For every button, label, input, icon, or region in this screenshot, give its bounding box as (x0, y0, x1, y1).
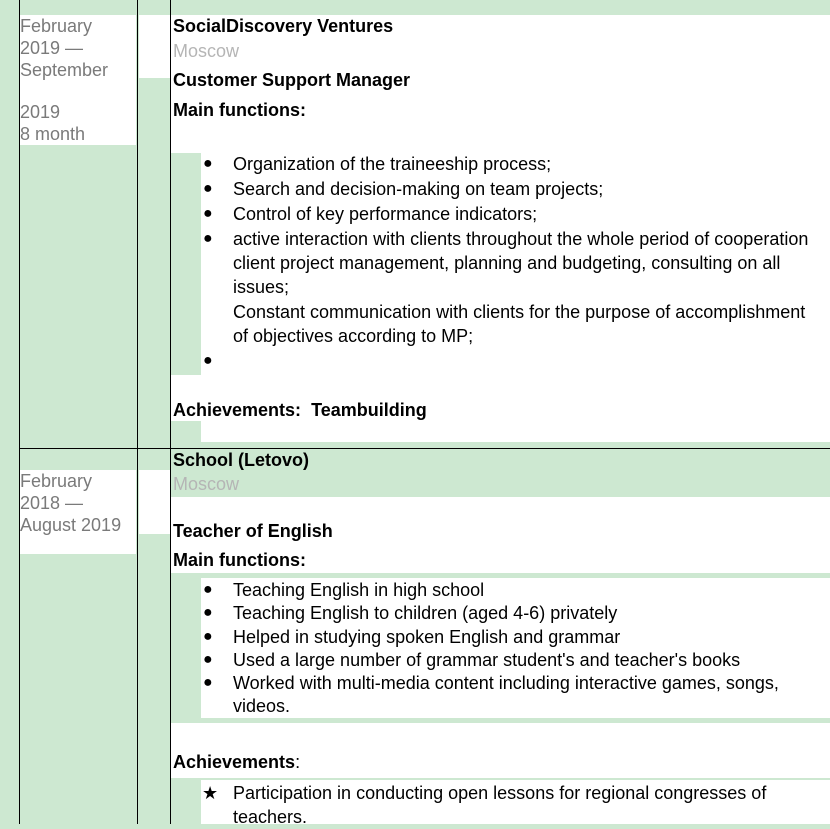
entry-2-function: Worked with multi-media content including interactive games, songs, (233, 673, 779, 693)
entry-2-date: February 2018 — August 2019 (20, 470, 136, 536)
entry-1-function: Search and decision-making on team projects; (233, 179, 604, 199)
entry-1-city: Moscow (173, 41, 240, 61)
entry-2-function: Helped in studying spoken English and grammar (233, 627, 621, 647)
entry-2-achievement: Participation in conducting open lessons for regional congresses of (233, 783, 767, 803)
entry-1-function: of objectives according to MP; (233, 326, 474, 346)
bullet-icon: ● (203, 180, 213, 197)
entry-1-function: Control of key performance indicators; (233, 204, 538, 224)
entry-1-function: Constant communication with clients for the purpose of accomplishment (233, 302, 806, 322)
entry-1-function: active interaction with clients throughout the whole period of cooperation (233, 229, 809, 249)
entry-1-achievements: Achievements: Teambuilding (173, 400, 427, 420)
entry-1-position: Customer Support Manager (173, 70, 411, 90)
entry-2-function: Used a large number of grammar student's and teacher's books (233, 650, 741, 670)
entry-1-function: issues; (233, 277, 290, 297)
bullet-icon: ● (203, 674, 213, 691)
table-border-date (137, 0, 138, 824)
row-divider (19, 448, 830, 449)
spacer-cell-bg-1 (139, 15, 170, 78)
entry-2-company: School (Letovo) (173, 450, 309, 470)
bullet-icon: ● (203, 581, 213, 598)
entry-1-company: SocialDiscovery Ventures (173, 16, 394, 36)
table-border-spacer (170, 0, 171, 824)
entry-2-function: Teaching English to children (aged 4-6) privately (233, 603, 618, 623)
entry-2-achievements-label: Achievements: (173, 752, 301, 772)
entry-1-function: Organization of the traineeship process; (233, 154, 552, 174)
entry-1-function: client project management, planning and budgeting, consulting on all (233, 253, 781, 273)
entry-2-function: Teaching English in high school (233, 580, 485, 600)
star-icon: ★ (202, 783, 219, 803)
content-bg-1d (201, 421, 830, 442)
entry-1-date: February 2019 — September 2019 8 month (20, 15, 136, 145)
entry-2-function: videos. (233, 696, 291, 716)
bullet-icon: ● (203, 155, 213, 172)
entry-2-position: Teacher of English (173, 521, 333, 541)
entry-2-city: Moscow (173, 474, 240, 494)
bullet-icon: ● (203, 604, 213, 621)
bullet-icon: ● (203, 230, 213, 247)
entry-2-functions-label: Main functions: (173, 550, 306, 570)
bullet-icon: ● (203, 352, 213, 369)
entry-2-achievement: teachers. (233, 807, 308, 827)
bullet-icon: ● (203, 205, 213, 222)
bullet-icon: ● (203, 651, 213, 668)
spacer-cell-bg-2 (139, 470, 170, 534)
entry-1-functions-label: Main functions: (173, 100, 306, 120)
bullet-icon: ● (203, 628, 213, 645)
